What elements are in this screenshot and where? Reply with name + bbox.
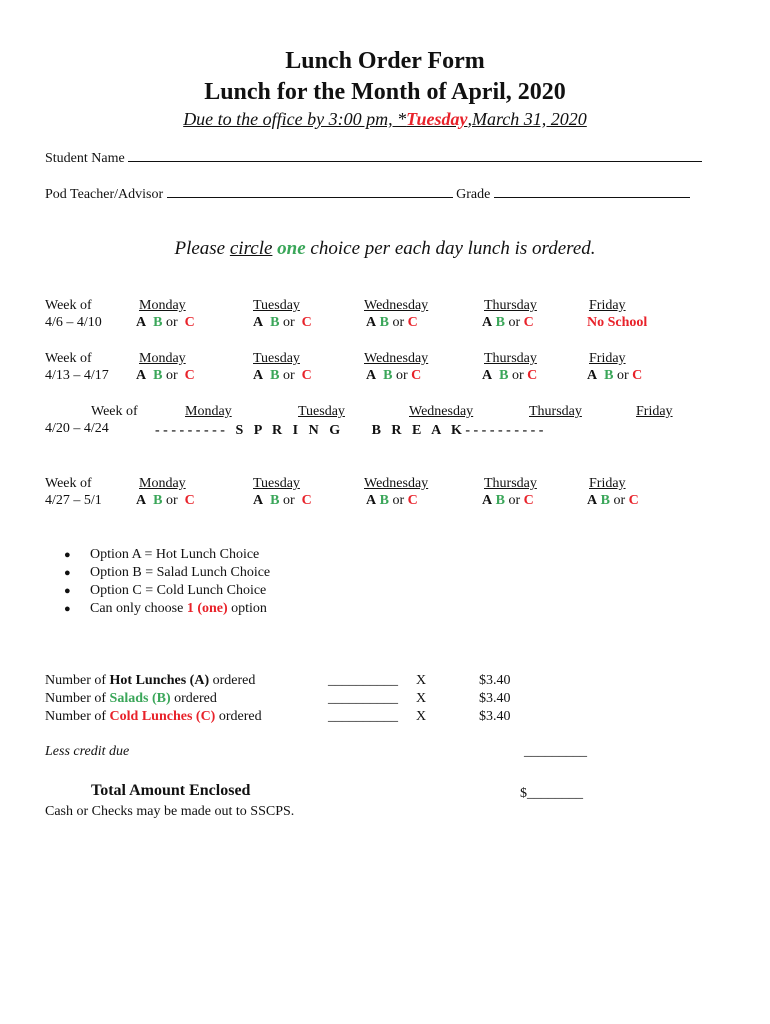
- week-dates: 4/13 – 4/17: [45, 368, 109, 383]
- day-label: Monday: [139, 298, 186, 313]
- payable-note: Cash or Checks may be made out to SSCPS.: [45, 804, 295, 819]
- week-3-thursday-label: Thursday: [529, 404, 582, 419]
- choice-a[interactable]: A: [366, 493, 377, 508]
- choice-a[interactable]: A: [587, 493, 598, 508]
- week-label: Week of: [91, 404, 138, 419]
- cold-count-blank[interactable]: __________: [328, 709, 398, 724]
- choice-a[interactable]: A: [253, 368, 264, 383]
- salad-count-blank[interactable]: __________: [328, 691, 398, 706]
- choice-or: or: [165, 368, 178, 383]
- hot-count-label: [45, 672, 262, 690]
- choice-or: or: [165, 493, 178, 508]
- unit-prices: [479, 672, 511, 726]
- choice-or: or: [282, 315, 295, 330]
- week-1-tuesday[interactable]: [253, 297, 312, 331]
- choice-a[interactable]: A: [253, 315, 264, 330]
- choice-b[interactable]: B: [153, 315, 163, 330]
- choice-b[interactable]: B: [153, 368, 163, 383]
- day-label: Friday: [589, 351, 626, 366]
- choice-b[interactable]: B: [379, 315, 389, 330]
- choice-c[interactable]: C: [407, 493, 418, 508]
- week-4-friday[interactable]: [587, 475, 639, 509]
- student-name-line[interactable]: [128, 148, 702, 162]
- spring-break-dashes-left: - - - - - - - - -: [155, 423, 225, 438]
- choice-c[interactable]: C: [628, 493, 639, 508]
- choice-or: or: [392, 493, 405, 508]
- week-2-thursday[interactable]: [482, 350, 537, 384]
- day-label: Monday: [139, 476, 186, 491]
- option-limit-one: 1 (one): [186, 601, 228, 616]
- day-label: Thursday: [484, 476, 537, 491]
- choice-a[interactable]: A: [482, 368, 493, 383]
- choice-or: or: [282, 368, 295, 383]
- hot-price: $3.40: [479, 673, 511, 688]
- week-3-tuesday-label: Tuesday: [298, 404, 345, 419]
- week-4-monday[interactable]: [136, 475, 195, 509]
- total-amount-blank[interactable]: $________: [520, 786, 583, 801]
- choice-c[interactable]: C: [184, 493, 195, 508]
- due-day: Tuesday: [406, 109, 468, 129]
- week-1-label: [45, 297, 102, 331]
- option-b-item: [64, 564, 270, 582]
- hot-code: (A): [189, 673, 210, 688]
- choice-c[interactable]: C: [527, 368, 538, 383]
- day-label: Wednesday: [364, 351, 429, 366]
- day-label: Wednesday: [364, 476, 429, 491]
- day-label: Tuesday: [253, 476, 300, 491]
- student-name-field[interactable]: [45, 148, 702, 167]
- instruction-post: choice per each day lunch is ordered.: [305, 238, 596, 259]
- choice-a[interactable]: A: [253, 493, 264, 508]
- spring-break-spring: S P R I N G: [235, 423, 341, 438]
- choice-c[interactable]: C: [523, 493, 534, 508]
- day-label: Friday: [589, 298, 626, 313]
- week-dates: 4/27 – 5/1: [45, 493, 102, 508]
- grade-line[interactable]: [494, 184, 690, 198]
- label-post: ordered: [170, 691, 217, 706]
- week-1-wednesday[interactable]: [364, 297, 428, 331]
- instruction-line: [0, 238, 770, 260]
- choice-c[interactable]: C: [301, 315, 312, 330]
- choice-c[interactable]: C: [411, 368, 422, 383]
- choice-b[interactable]: B: [153, 493, 163, 508]
- week-2-monday[interactable]: [136, 350, 195, 384]
- multiply-signs: [416, 672, 426, 726]
- multiply-sign: X: [416, 673, 427, 688]
- week-1-friday: [587, 297, 647, 331]
- week-4-thursday[interactable]: [482, 475, 537, 509]
- day-label: Wednesday: [364, 298, 429, 313]
- instruction-pre: Please: [174, 238, 230, 259]
- choice-a[interactable]: A: [136, 493, 147, 508]
- due-text-pre: Due to the office by 3:00 pm, *: [183, 109, 407, 129]
- choice-c[interactable]: C: [184, 315, 195, 330]
- option-limit-pre: Can only choose: [90, 601, 187, 616]
- choice-b[interactable]: B: [383, 368, 393, 383]
- hot-lunches-label: Hot Lunches: [109, 673, 187, 688]
- choice-a[interactable]: A: [136, 315, 147, 330]
- week-label: Week of: [45, 298, 92, 313]
- no-school: No School: [587, 315, 648, 330]
- pod-teacher-field[interactable]: [45, 184, 690, 203]
- week-1-thursday[interactable]: [482, 297, 537, 331]
- choice-b[interactable]: B: [600, 493, 610, 508]
- spring-break-dashes-right: - - - - - - - - - -: [465, 423, 544, 438]
- label-post: ordered: [209, 673, 256, 688]
- choice-b[interactable]: B: [499, 368, 509, 383]
- form-title: Lunch Order Form: [285, 48, 485, 74]
- cold-count-label: [45, 708, 262, 726]
- choice-b[interactable]: B: [495, 493, 505, 508]
- choice-a[interactable]: A: [482, 315, 493, 330]
- week-3-label: [45, 403, 138, 437]
- week-2-wednesday[interactable]: [364, 350, 428, 384]
- option-limit-item: [64, 600, 270, 618]
- week-dates: 4/6 – 4/10: [45, 315, 102, 330]
- cold-lunches-label: Cold Lunches (C): [109, 709, 216, 724]
- choice-b[interactable]: B: [270, 315, 280, 330]
- choice-or: or: [508, 315, 521, 330]
- choice-or: or: [282, 493, 295, 508]
- week-3-friday-label: Friday: [636, 404, 673, 419]
- choice-c[interactable]: C: [184, 368, 195, 383]
- total-amount-label: Total Amount Enclosed: [91, 782, 251, 799]
- week-2-friday[interactable]: [587, 350, 642, 384]
- due-date-line: [0, 109, 770, 130]
- choice-or: or: [392, 315, 405, 330]
- week-3-wednesday-label: Wednesday: [409, 404, 474, 419]
- instruction-one: one: [277, 238, 306, 259]
- less-credit-label: Less credit due: [45, 744, 130, 759]
- choice-or: or: [165, 315, 178, 330]
- choice-or: or: [616, 368, 629, 383]
- label-pre: Number of: [45, 691, 110, 706]
- choice-c[interactable]: C: [407, 315, 418, 330]
- options-list: [64, 546, 270, 618]
- week-4-label: [45, 475, 102, 509]
- option-b-text: Option B = Salad Lunch Choice: [90, 565, 271, 580]
- choice-a[interactable]: A: [587, 368, 598, 383]
- week-2-label: [45, 350, 109, 384]
- choice-a[interactable]: A: [136, 368, 147, 383]
- student-name-label: Student Name: [45, 151, 125, 166]
- week-2-tuesday[interactable]: [253, 350, 312, 384]
- choice-or: or: [511, 368, 524, 383]
- choice-a[interactable]: A: [482, 493, 493, 508]
- option-limit-post: option: [227, 601, 267, 616]
- week-4-tuesday[interactable]: [253, 475, 312, 509]
- week-label: Week of: [45, 476, 92, 491]
- day-label: Thursday: [484, 351, 537, 366]
- choice-a[interactable]: A: [366, 315, 377, 330]
- salad-count-label: [45, 690, 262, 708]
- cold-price: $3.40: [479, 709, 511, 724]
- day-label: Tuesday: [253, 298, 300, 313]
- spring-break-banner: [155, 422, 543, 439]
- count-labels: [45, 672, 262, 726]
- choice-a[interactable]: A: [366, 368, 377, 383]
- option-a-text: Option A = Hot Lunch Choice: [90, 547, 260, 562]
- day-label: Thursday: [484, 298, 537, 313]
- pod-teacher-line[interactable]: [167, 184, 453, 198]
- week-dates: 4/20 – 4/24: [45, 421, 109, 436]
- form-subtitle: Lunch for the Month of April, 2020: [204, 79, 566, 105]
- salads-label: Salads (B): [109, 691, 171, 706]
- option-a-item: [64, 546, 270, 564]
- choice-or: or: [613, 493, 626, 508]
- day-label: Tuesday: [253, 351, 300, 366]
- week-4-wednesday[interactable]: [364, 475, 428, 509]
- day-label: Monday: [139, 351, 186, 366]
- hot-count-blank[interactable]: __________: [328, 673, 398, 688]
- multiply-sign: X: [416, 709, 427, 724]
- spring-break-break: B R E A K: [371, 423, 462, 438]
- choice-b[interactable]: B: [270, 368, 280, 383]
- week-3-monday-label: Monday: [185, 404, 232, 419]
- pod-teacher-label: Pod Teacher/Advisor: [45, 187, 164, 202]
- salad-price: $3.40: [479, 691, 511, 706]
- multiply-sign: X: [416, 691, 427, 706]
- count-blanks[interactable]: [328, 672, 398, 726]
- choice-b[interactable]: B: [270, 493, 280, 508]
- choice-b[interactable]: B: [604, 368, 614, 383]
- label-pre: Number of: [45, 673, 110, 688]
- option-c-item: [64, 582, 270, 600]
- option-c-text: Option C = Cold Lunch Choice: [90, 583, 267, 598]
- due-text-post: ,March 31, 2020: [467, 109, 587, 129]
- choice-b[interactable]: B: [495, 315, 505, 330]
- week-1-monday[interactable]: [136, 297, 195, 331]
- grade-label: Grade: [456, 187, 491, 202]
- choice-c[interactable]: C: [523, 315, 534, 330]
- choice-c[interactable]: C: [632, 368, 643, 383]
- label-pre: Number of: [45, 709, 110, 724]
- label-post: ordered: [215, 709, 262, 724]
- choice-c[interactable]: C: [301, 368, 312, 383]
- choice-b[interactable]: B: [379, 493, 389, 508]
- choice-c[interactable]: C: [301, 493, 312, 508]
- instruction-circle: circle: [229, 238, 273, 259]
- week-label: Week of: [45, 351, 92, 366]
- choice-or: or: [508, 493, 521, 508]
- credit-blank[interactable]: _________: [524, 744, 587, 759]
- choice-or: or: [395, 368, 408, 383]
- day-label: Friday: [589, 476, 626, 491]
